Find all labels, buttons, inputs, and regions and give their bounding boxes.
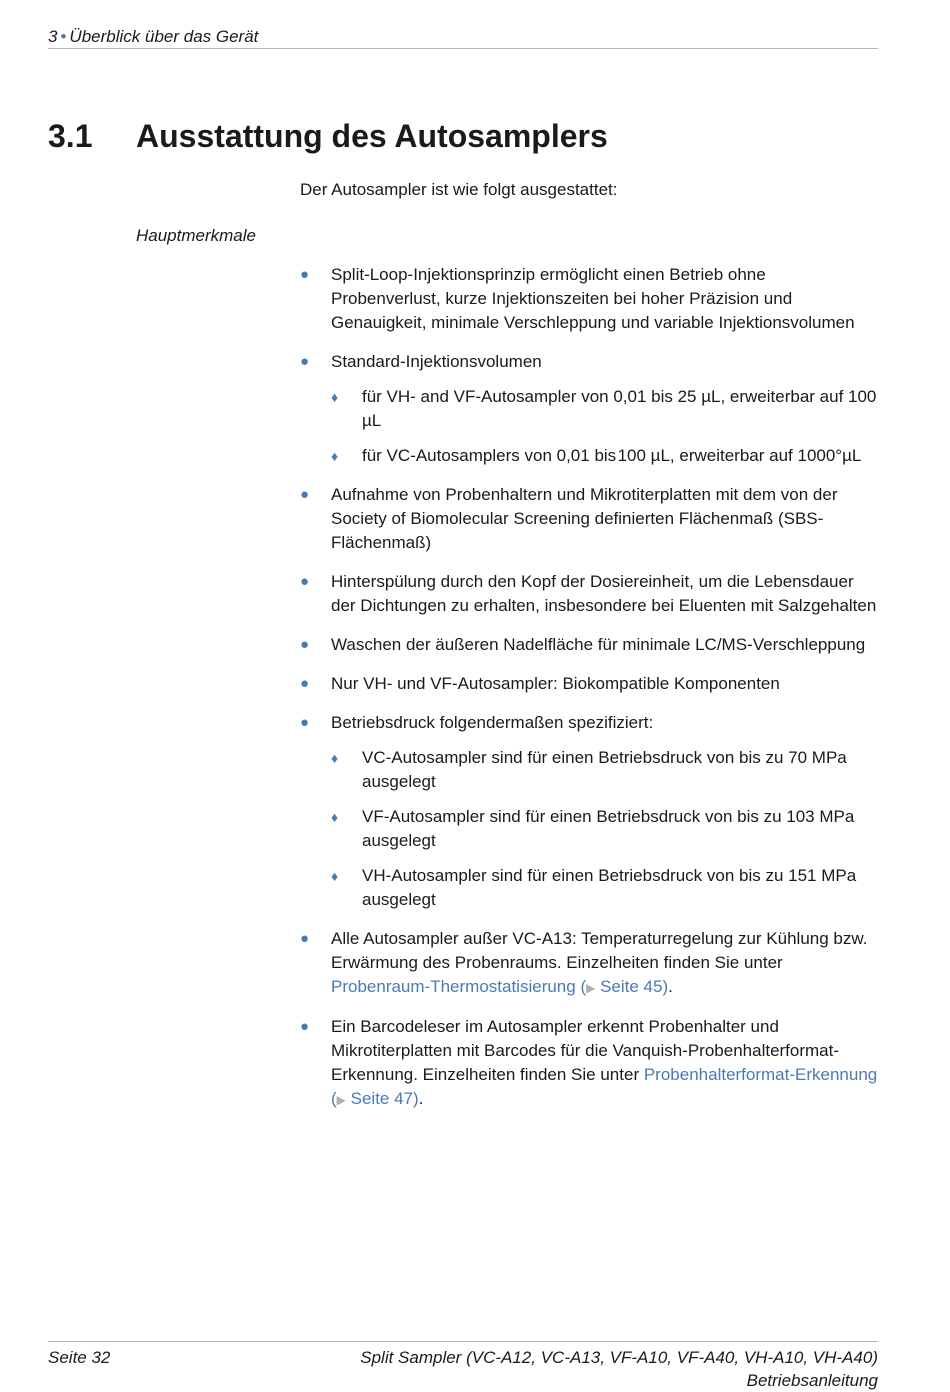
page-ref-arrow-icon: ▶ <box>586 981 596 995</box>
bullet-icon: ● <box>300 714 310 731</box>
sub-list-item <box>331 864 880 912</box>
diamond-bullet-icon: ♦ <box>331 868 339 884</box>
list-item-tail: . <box>418 1089 424 1108</box>
header-bullet-dot: • <box>60 27 67 46</box>
page-number: Seite 32 <box>48 1348 111 1367</box>
diamond-bullet-icon: ♦ <box>331 809 339 825</box>
sub-list-item-text: für VH- and VF-Autosampler von 0,01 bis 25 µL, erweiterbar auf 100 µL <box>362 387 877 430</box>
thermostat-link[interactable] <box>331 977 668 996</box>
side-label: Hauptmerkmale <box>136 226 256 245</box>
list-item-text: Alle Autosampler außer VC-A13: Temperaturregelung zur Kühlung bzw. Erwärmung des Probenraums. Einzelheiten finden Sie unter <box>331 929 868 972</box>
sub-list <box>331 385 880 468</box>
list-item <box>300 350 880 468</box>
sub-list-item-text: VC-Autosampler sind für einen Betriebsdruck von bis zu 70 MPa ausgelegt <box>362 748 847 791</box>
list-item <box>300 672 880 696</box>
list-item-text: Aufnahme von Probenhaltern und Mikrotiterplatten mit dem von der Society of Biomolecular Screening definierten Flächenmaß (SBS-Flächenmaß) <box>331 485 838 552</box>
bullet-icon: ● <box>300 1018 310 1035</box>
bullet-icon: ● <box>300 930 310 947</box>
intro-text: Der Autosampler ist wie folgt ausgestattet: <box>300 180 618 199</box>
bullet-icon: ● <box>300 486 310 503</box>
page-footer <box>48 1341 878 1392</box>
sub-list <box>331 746 880 912</box>
chapter-number: 3 <box>48 27 58 46</box>
page-header <box>48 26 878 49</box>
section-title-text: Ausstattung des Autosamplers <box>136 118 608 154</box>
list-item <box>300 483 880 555</box>
list-item <box>300 263 880 335</box>
link-text: Probenraum-Thermostatisierung ( <box>331 977 587 996</box>
list-item <box>300 1015 880 1112</box>
section-number: 3.1 <box>48 118 93 154</box>
sub-list-item <box>331 805 880 853</box>
list-item <box>300 927 880 1000</box>
diamond-bullet-icon: ♦ <box>331 750 339 766</box>
page-ref-arrow-icon: ▶ <box>336 1093 346 1107</box>
bullet-icon: ● <box>300 573 310 590</box>
list-item-text: Nur VH- und VF-Autosampler: Biokompatible Komponenten <box>331 674 780 693</box>
sub-list-item <box>331 444 880 468</box>
bullet-icon: ● <box>300 353 310 370</box>
list-item-text: Hinterspülung durch den Kopf der Dosiereinheit, um die Lebensdauer der Dichtungen zu erhalten, insbesondere bei Eluenten mit Salzgehalten <box>331 572 877 615</box>
sub-list-item-text: VH-Autosampler sind für einen Betriebsdruck von bis zu 151 MPa ausgelegt <box>362 866 857 909</box>
sub-list-item <box>331 746 880 794</box>
link-text: Probenhalterformat-Erkennung ( <box>331 1065 878 1108</box>
feature-list <box>300 263 880 1127</box>
section-title <box>48 114 608 158</box>
list-item-tail: . <box>668 977 673 996</box>
list-item-text: Betriebsdruck folgendermaßen spezifiziert: <box>331 713 654 732</box>
sub-list-item-text: VF-Autosampler sind für einen Betriebsdruck von bis zu 103 MPa ausgelegt <box>362 807 855 850</box>
list-item-text: Split-Loop-Injektionsprinzip ermöglicht einen Betrieb ohne Probenverlust, kurze Injektionszeiten bei hoher Präzision und Genauigkeit, minimale Verschleppung und variable Injektionsvolumen <box>331 265 855 332</box>
diamond-bullet-icon: ♦ <box>331 448 339 464</box>
list-item <box>300 633 880 657</box>
bullet-icon: ● <box>300 675 310 692</box>
bullet-icon: ● <box>300 266 310 283</box>
list-item-text: Ein Barcodeleser im Autosampler erkennt Probenhalter und Mikrotiterplatten mit Barcodes für die Vanquish-Probenhalterformat-Erkennung. Einzelheiten finden Sie unter <box>331 1017 840 1084</box>
document-type: Betriebsanleitung <box>746 1371 878 1390</box>
list-item-text: Waschen der äußeren Nadelfläche für minimale LC/MS-Verschleppung <box>331 635 866 654</box>
sub-list-item-text: für VC-Autosamplers von 0,01 bis 100 µL, erweiterbar auf 1000°µL <box>362 446 862 465</box>
list-item <box>300 711 880 912</box>
link-page: Seite 47) <box>345 1089 419 1108</box>
list-item <box>300 570 880 618</box>
link-page: Seite 45) <box>595 977 669 996</box>
diamond-bullet-icon: ♦ <box>331 389 339 405</box>
sub-list-item <box>331 385 880 433</box>
chapter-title: Überblick über das Gerät <box>69 27 259 46</box>
bullet-icon: ● <box>300 636 310 653</box>
product-name: Split Sampler (VC-A12, VC-A13, VF-A10, VF-A40, VH-A10, VH-A40) <box>360 1348 878 1367</box>
list-item-text: Standard-Injektionsvolumen <box>331 352 542 371</box>
